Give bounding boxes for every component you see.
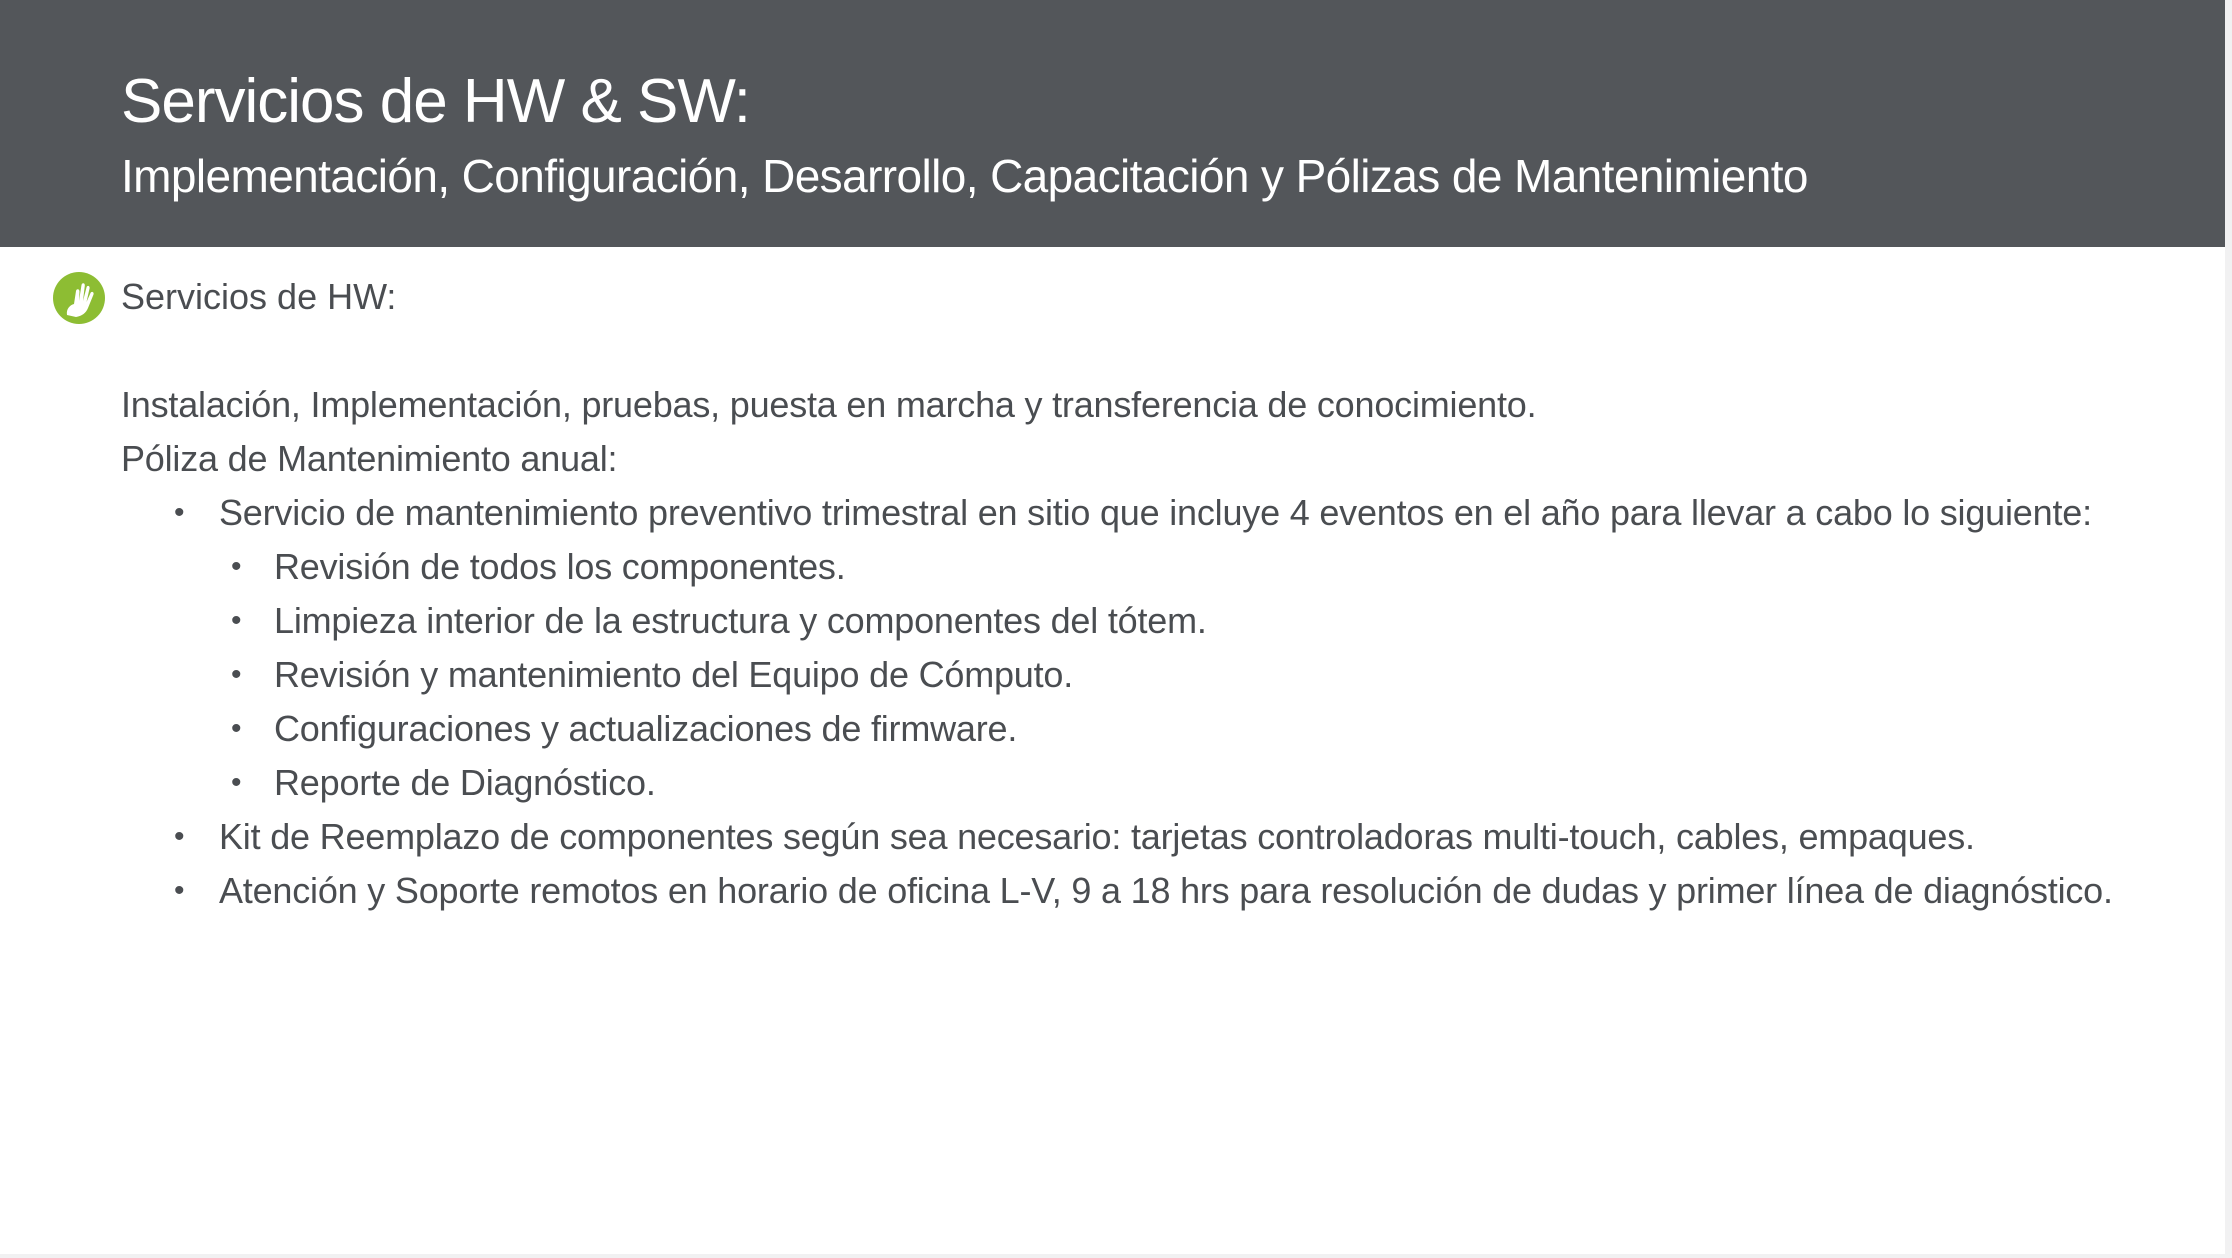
slide-title: Servicios de HW & SW: [121,67,751,136]
sub-list-item-text: Revisión de todos los componentes. [274,546,846,587]
bullet: • [231,550,242,583]
bullet: • [231,658,242,691]
intro-line: Instalación, Implementación, pruebas, puesta en marcha y transferencia de conocimiento. [121,384,1537,425]
bullet: • [231,712,242,745]
bullet: • [174,874,185,907]
slide-edge-bottom [0,1254,2232,1258]
sub-list-item-text: Revisión y mantenimiento del Equipo de Cómputo. [274,654,1074,695]
list-item [121,864,2121,918]
policy-list [121,486,2121,918]
slide-subtitle: Implementación, Configuración, Desarrollo, Capacitación y Pólizas de Mantenimiento [121,150,1808,202]
bullet: • [174,496,185,529]
sub-list-item [219,594,2121,648]
sub-list [219,540,2121,810]
sub-list-item-text: Limpieza interior de la estructura y componentes del tótem. [274,600,1207,641]
bullet: • [231,604,242,637]
policy-label: Póliza de Mantenimiento anual: [121,438,618,479]
section-heading: Servicios de HW: [121,276,397,317]
sub-list-item [219,756,2121,810]
bullet: • [231,766,242,799]
list-item-text: Atención y Soporte remotos en horario de oficina L-V, 9 a 18 hrs para resolución de dudas y primer línea de diagnóstico. [219,870,2113,911]
bullet: • [174,820,185,853]
sub-list-item-text: Reporte de Diagnóstico. [274,762,656,803]
sub-list-item [219,540,2121,594]
list-item-text: Kit de Reemplazo de componentes según sea necesario: tarjetas controladoras multi-touch, cables, empaques. [219,816,1975,857]
green-hand-icon [52,271,106,325]
sub-list-item [219,702,2121,756]
slide-edge-right [2225,0,2232,1258]
list-item [121,486,2121,810]
list-item [121,810,2121,864]
sub-list-item-text: Configuraciones y actualizaciones de firmware. [274,708,1018,749]
list-item-text: Servicio de mantenimiento preventivo trimestral en sitio que incluye 4 eventos en el año para llevar a cabo lo siguiente: [219,492,2092,533]
header-banner [0,0,2225,247]
sub-list-item [219,648,2121,702]
body-content [121,378,2121,918]
